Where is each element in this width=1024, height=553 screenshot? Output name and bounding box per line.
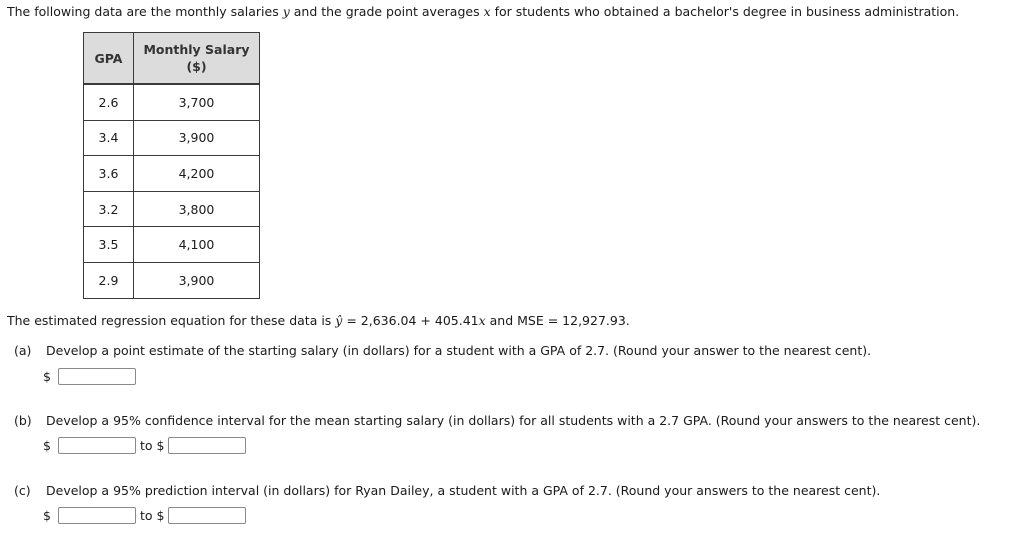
table-row <box>84 227 260 263</box>
salary-cell: 3,800 <box>134 191 260 227</box>
header-gpa: GPA <box>84 33 134 84</box>
point-estimate-input[interactable] <box>58 368 136 385</box>
confidence-lower-input[interactable] <box>58 437 136 454</box>
salary-cell: 3,700 <box>134 85 260 121</box>
salary-cell: 3,900 <box>134 120 260 156</box>
prediction-upper-input[interactable] <box>168 507 246 524</box>
answer-row-b <box>43 435 246 455</box>
confidence-upper-input[interactable] <box>168 437 246 454</box>
question-a <box>14 343 871 358</box>
table-row <box>84 85 260 121</box>
question-c-text: Develop a 95% prediction interval (in dollars) for Ryan Dailey, a student with a GPA of 2.7. (Round your answers to the nearest cent). <box>46 483 881 498</box>
answer-row-c <box>43 505 246 525</box>
table-row <box>84 156 260 192</box>
question-b <box>14 413 980 428</box>
gpa-cell: 3.2 <box>84 191 134 227</box>
intro-text: The following data are the monthly salaries y and the grade point averages x for students who obtained a bachelor's degree in business administration. <box>7 4 960 19</box>
to-label: to $ <box>140 507 165 523</box>
data-table <box>83 32 260 299</box>
salary-cell: 4,100 <box>134 227 260 263</box>
table-row <box>84 262 260 298</box>
table-row <box>84 120 260 156</box>
dollar-sign: $ <box>43 507 51 523</box>
salary-cell: 4,200 <box>134 156 260 192</box>
gpa-cell: 2.9 <box>84 262 134 298</box>
gpa-cell: 3.6 <box>84 156 134 192</box>
gpa-cell: 2.6 <box>84 85 134 121</box>
gpa-cell: 3.4 <box>84 120 134 156</box>
dollar-sign: $ <box>43 437 51 453</box>
part-label-b: (b) <box>14 413 32 428</box>
to-label: to $ <box>140 437 165 453</box>
part-label-c: (c) <box>14 483 31 498</box>
salary-cell: 3,900 <box>134 262 260 298</box>
question-b-text: Develop a 95% confidence interval for the mean starting salary (in dollars) for all students with a 2.7 GPA. (Round your answers to the nearest cent). <box>46 413 981 428</box>
dollar-sign: $ <box>43 368 51 384</box>
question-c <box>14 483 880 498</box>
header-salary: Monthly Salary ($) <box>134 33 260 84</box>
table-row <box>84 191 260 227</box>
prediction-lower-input[interactable] <box>58 507 136 524</box>
answer-row-a <box>43 366 136 386</box>
question-a-text: Develop a point estimate of the starting salary (in dollars) for a student with a GPA of 2.7. (Round your answer to the nearest cent). <box>46 343 872 358</box>
part-label-a: (a) <box>14 343 32 358</box>
gpa-cell: 3.5 <box>84 227 134 263</box>
regression-equation: The estimated regression equation for these data is ŷ = 2,636.04 + 405.41x and MSE = 12,927.93. <box>7 313 630 328</box>
